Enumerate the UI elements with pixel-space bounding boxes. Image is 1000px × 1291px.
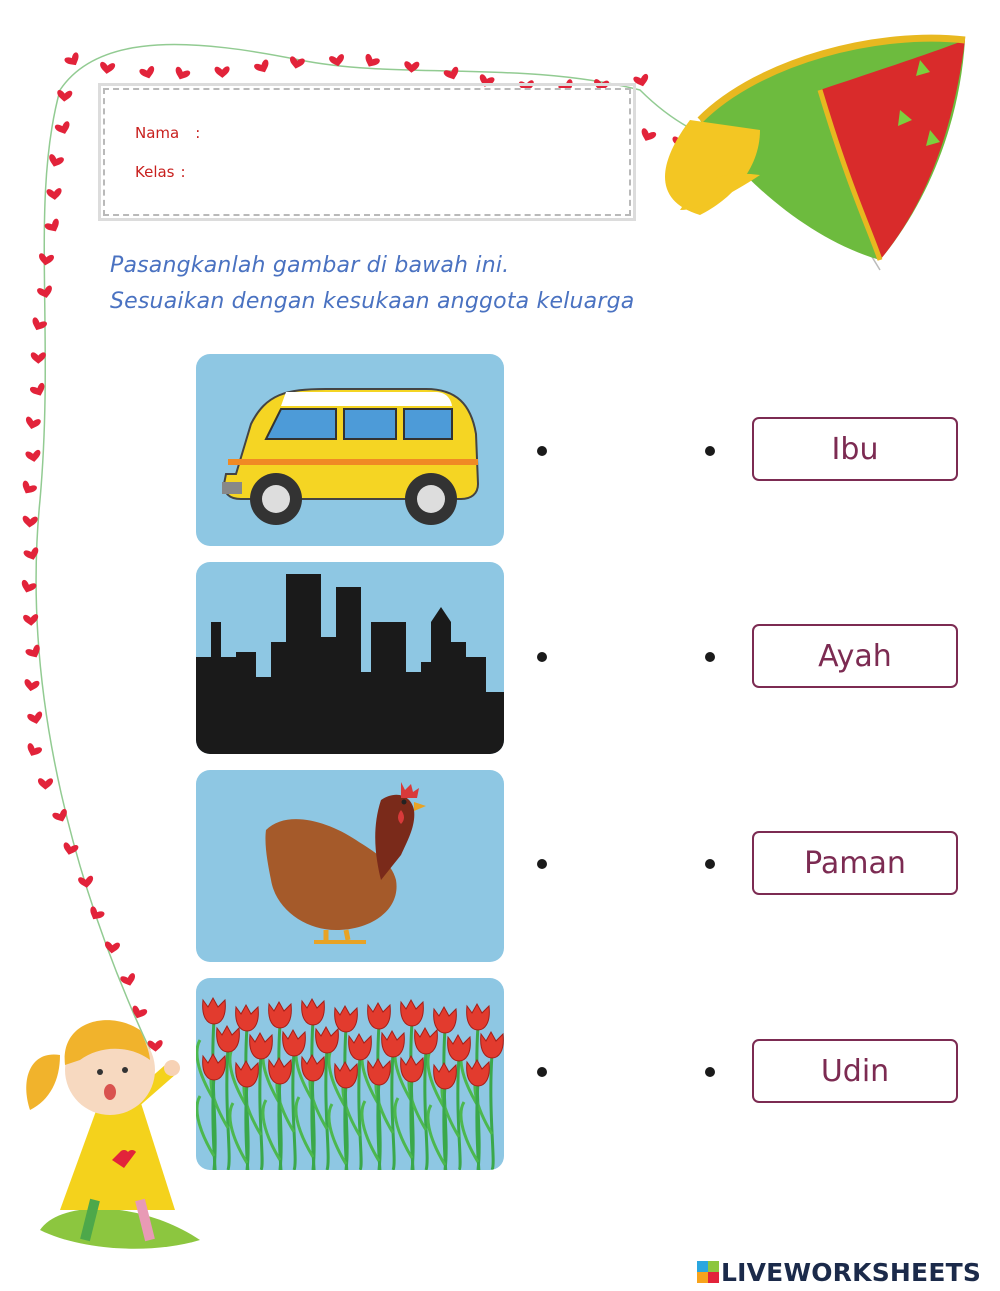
heart-icon: [38, 778, 53, 790]
picture-card-chicken: [196, 770, 504, 962]
liveworksheets-brand: [697, 1257, 981, 1287]
liveworksheets-logo-icon: [697, 1261, 719, 1283]
heart-icon: [27, 711, 44, 725]
heart-icon: [44, 218, 63, 235]
tulip-flower-icon: [316, 1027, 339, 1053]
heart-icon: [477, 74, 495, 89]
tulip-flower-icon: [434, 1063, 457, 1089]
tulip-stem: [227, 1048, 229, 1170]
city-skyline-icon: [196, 562, 504, 754]
brand-name: LIVEWORKSHEETS: [721, 1257, 982, 1287]
instruction-line-1: Pasangkanlah gambar di bawah ini.: [110, 253, 510, 278]
heart-icon: [57, 90, 73, 102]
tulip-flower-icon: [302, 1055, 325, 1081]
tulip-flower-icon: [269, 1058, 292, 1084]
picture-card-car: [196, 354, 504, 546]
name-field[interactable]: [135, 124, 200, 142]
heart-icon: [87, 906, 106, 923]
heart-icon: [288, 56, 305, 70]
student-info-box: [103, 88, 631, 216]
kite-icon: [665, 38, 965, 270]
tulip-flower-icon: [434, 1007, 457, 1033]
heart-icon: [23, 614, 39, 626]
tulip-flower-icon: [302, 999, 325, 1025]
tulip-stem: [425, 1050, 427, 1170]
match-dot-right-1[interactable]: [705, 446, 715, 456]
tulip-flower-icon: [481, 1032, 504, 1058]
picture-card-tulips: [196, 978, 504, 1170]
tulip-flower-icon: [203, 998, 226, 1024]
tulip-flower-icon: [467, 1060, 490, 1086]
name-box-paman: Paman: [752, 831, 958, 895]
heart-icon: [64, 52, 83, 69]
car-icon: [196, 354, 504, 546]
heart-icon: [99, 62, 115, 75]
name-box-ibu: Ibu: [752, 417, 958, 481]
name-box-udin: Udin: [752, 1039, 958, 1103]
chicken-icon: [196, 770, 504, 962]
tulip-flower-icon: [203, 1054, 226, 1080]
heart-icon: [19, 579, 37, 595]
class-colon: :: [180, 163, 186, 181]
match-dot-right-2[interactable]: [705, 652, 715, 662]
tulip-flower-icon: [217, 1026, 240, 1052]
heart-icon: [639, 128, 657, 144]
tulip-flower-icon: [236, 1005, 259, 1031]
heart-icon: [38, 253, 55, 267]
name-label: Nama: [135, 124, 180, 142]
tulip-flower-icon: [382, 1031, 405, 1057]
tulip-flower-icon: [250, 1033, 273, 1059]
tulip-flower-icon: [368, 1003, 391, 1029]
tulip-flower-icon: [401, 1056, 424, 1082]
heart-icon: [46, 188, 62, 201]
heart-icon: [104, 941, 120, 954]
heart-icon: [23, 679, 40, 693]
tulips-icon: [196, 978, 504, 1170]
heart-icon: [404, 61, 420, 73]
heart-icon: [31, 352, 46, 363]
tulip-flower-icon: [236, 1061, 259, 1087]
tulip-flower-icon: [269, 1002, 292, 1028]
heart-icon: [214, 66, 229, 78]
class-field[interactable]: [135, 163, 186, 181]
tulip-flower-icon: [401, 1000, 424, 1026]
girl-icon: [26, 1020, 200, 1249]
heart-icon: [443, 66, 461, 82]
heart-icon: [19, 480, 38, 497]
match-dot-left-1[interactable]: [537, 446, 547, 456]
tulip-flower-icon: [349, 1034, 372, 1060]
tulip-flower-icon: [368, 1059, 391, 1085]
heart-icon: [24, 416, 41, 431]
class-label: Kelas: [135, 163, 175, 181]
tulip-flower-icon: [283, 1030, 306, 1056]
tulip-flower-icon: [467, 1004, 490, 1030]
tulip-flower-icon: [448, 1035, 471, 1061]
heart-icon: [25, 644, 44, 661]
heart-icon: [78, 876, 94, 889]
heart-icon: [130, 1005, 148, 1021]
match-dot-right-4[interactable]: [705, 1067, 715, 1077]
tulip-flower-icon: [415, 1028, 438, 1054]
heart-icon: [23, 547, 41, 562]
heart-icon: [139, 65, 157, 80]
heart-icon: [54, 121, 72, 137]
match-dot-left-2[interactable]: [537, 652, 547, 662]
heart-icon: [24, 742, 42, 758]
heart-icon: [22, 516, 38, 529]
picture-card-city: [196, 562, 504, 754]
match-dot-left-3[interactable]: [537, 859, 547, 869]
tulip-flower-icon: [335, 1006, 358, 1032]
heart-icon: [633, 73, 650, 88]
heart-icon: [47, 154, 65, 169]
tulip-stem: [326, 1049, 328, 1170]
match-dot-left-4[interactable]: [537, 1067, 547, 1077]
instruction-line-2: Sesuaikan dengan kesukaan anggota keluarga: [110, 289, 635, 314]
name-colon: :: [195, 124, 201, 142]
heart-icon: [25, 450, 42, 464]
heart-icon: [173, 66, 191, 82]
heart-icon: [253, 59, 271, 76]
tulip-flower-icon: [335, 1062, 358, 1088]
tulip-stem: [491, 1054, 493, 1170]
instructions: [110, 248, 634, 320]
match-dot-right-3[interactable]: [705, 859, 715, 869]
name-box-ayah: Ayah: [752, 624, 958, 688]
